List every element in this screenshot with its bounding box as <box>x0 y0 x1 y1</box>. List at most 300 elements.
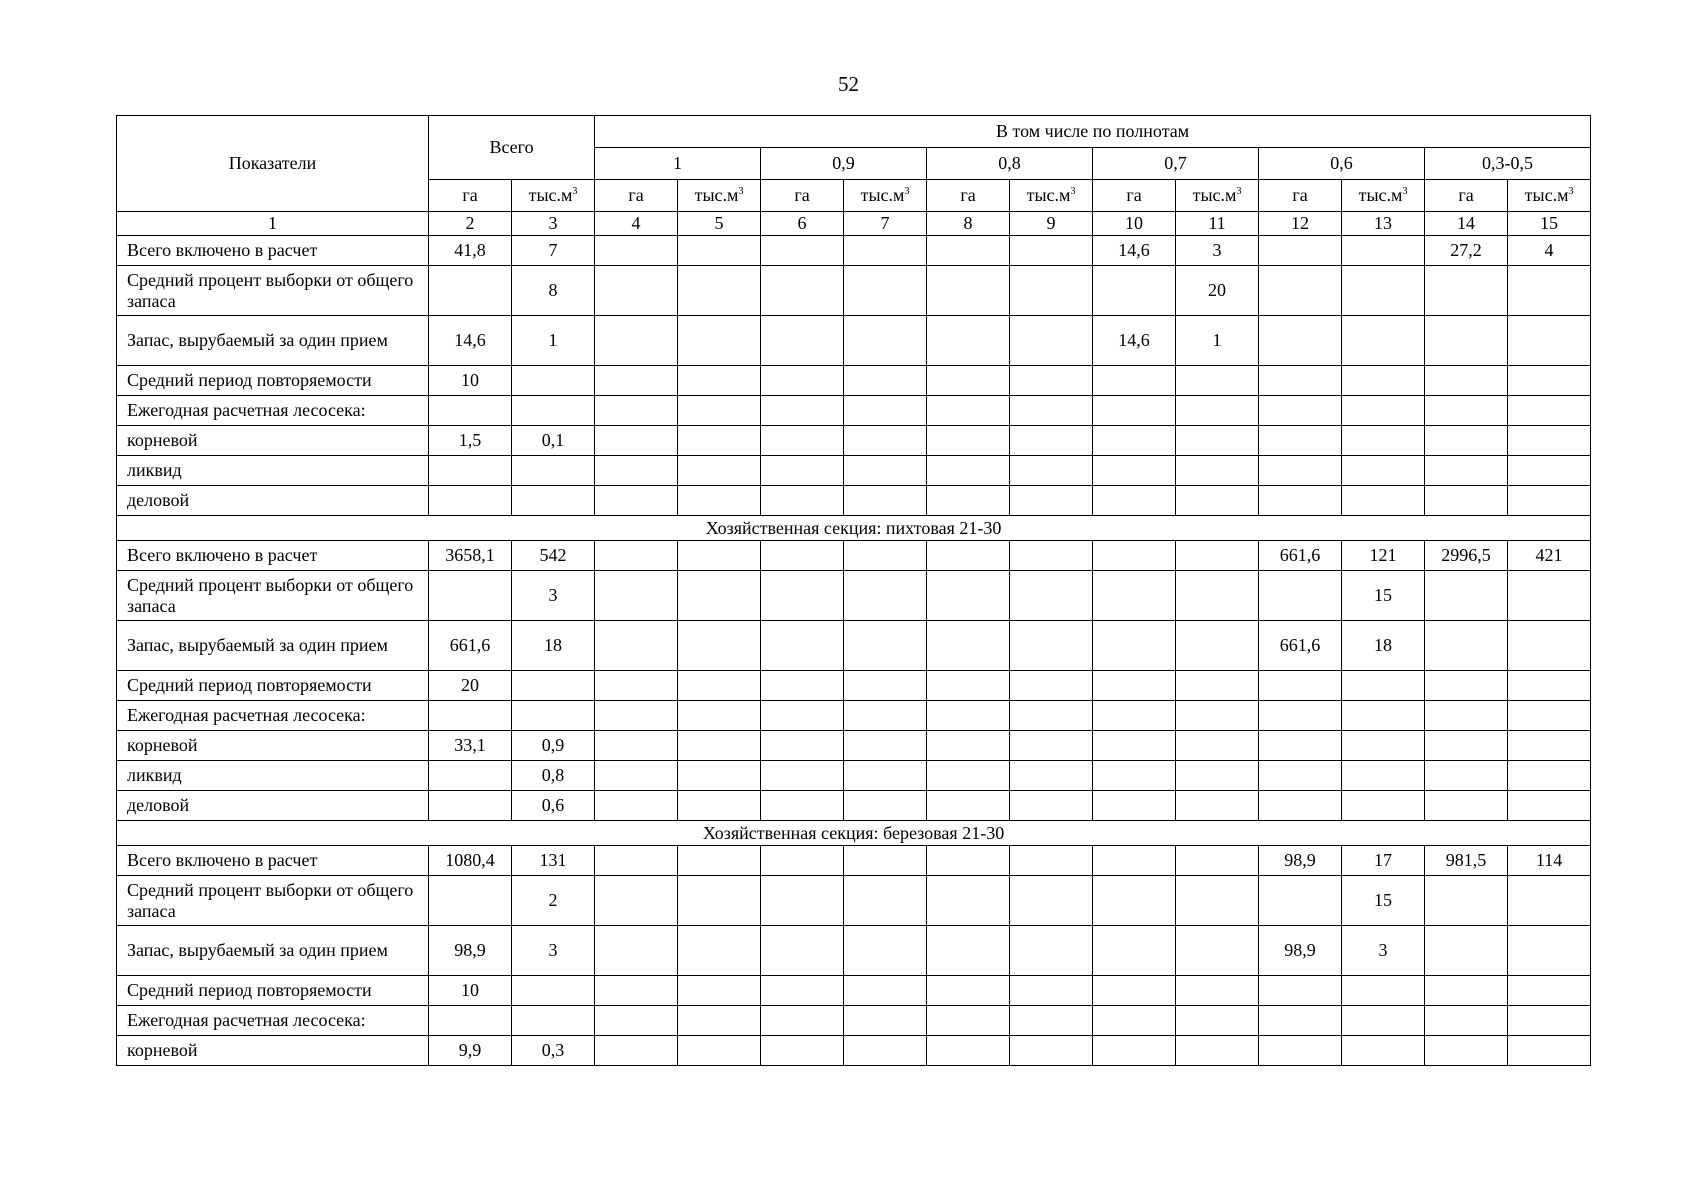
table-cell <box>844 926 927 976</box>
table-cell <box>1093 541 1176 571</box>
table-row <box>117 701 1591 731</box>
unit-volume-exponent: 3 <box>1402 186 1408 198</box>
table-cell <box>1342 316 1425 366</box>
table-cell <box>1425 976 1508 1006</box>
column-number: 14 <box>1425 212 1508 236</box>
table-cell <box>595 266 678 316</box>
table-cell <box>927 266 1010 316</box>
table-cell <box>844 621 927 671</box>
table-cell <box>1342 236 1425 266</box>
table-cell <box>1093 1006 1176 1036</box>
table-cell <box>429 486 512 516</box>
table-cell <box>844 316 927 366</box>
table-cell <box>1010 846 1093 876</box>
column-number: 1 <box>117 212 429 236</box>
table-cell <box>1508 456 1591 486</box>
table-cell <box>1342 396 1425 426</box>
table-cell <box>1259 396 1342 426</box>
table-cell <box>512 366 595 396</box>
table-cell <box>761 426 844 456</box>
unit-volume-text: тыс.м <box>528 185 573 206</box>
unit-ha: га <box>595 180 678 212</box>
unit-volume <box>844 180 927 212</box>
table-cell <box>1093 761 1176 791</box>
table-cell <box>1508 701 1591 731</box>
table-cell <box>678 456 761 486</box>
table-cell <box>1176 976 1259 1006</box>
table-cell <box>429 876 512 926</box>
table-cell <box>1010 366 1093 396</box>
table-cell <box>1342 266 1425 316</box>
table-cell: 20 <box>429 671 512 701</box>
table-cell <box>1259 876 1342 926</box>
table-cell: 14,6 <box>1093 316 1176 366</box>
header-total: Всего <box>429 116 595 180</box>
table-cell <box>1093 366 1176 396</box>
table-cell <box>761 456 844 486</box>
table-cell <box>1425 316 1508 366</box>
table-cell: 98,9 <box>1259 926 1342 976</box>
table-cell <box>761 876 844 926</box>
table-cell <box>1093 671 1176 701</box>
section-title: Хозяйственная секция: пихтовая 21-30 <box>117 516 1591 541</box>
table-cell <box>595 926 678 976</box>
table-cell <box>678 541 761 571</box>
table-cell: 421 <box>1508 541 1591 571</box>
table-cell: 981,5 <box>1425 846 1508 876</box>
table-cell <box>761 926 844 976</box>
table-row <box>117 366 1591 396</box>
table-cell <box>927 731 1010 761</box>
table-cell <box>1342 761 1425 791</box>
table-cell <box>1259 671 1342 701</box>
table-cell <box>761 541 844 571</box>
table-cell <box>678 236 761 266</box>
table-cell <box>1093 876 1176 926</box>
table-cell <box>1093 621 1176 671</box>
forest-calculation-table <box>116 115 1591 1066</box>
table-cell <box>844 571 927 621</box>
table-cell <box>1259 236 1342 266</box>
table-row <box>117 671 1591 701</box>
table-cell <box>1508 1006 1591 1036</box>
unit-ha: га <box>429 180 512 212</box>
table-cell <box>1093 571 1176 621</box>
table-cell <box>1425 266 1508 316</box>
table-cell <box>1010 541 1093 571</box>
row-label: Средний процент выборки от общего запаса <box>117 571 429 621</box>
table-cell <box>844 976 927 1006</box>
table-cell: 4 <box>1508 236 1591 266</box>
table-cell <box>1010 236 1093 266</box>
table-cell <box>927 671 1010 701</box>
table-cell <box>678 926 761 976</box>
table-cell <box>1259 761 1342 791</box>
table-cell <box>1425 671 1508 701</box>
table-cell <box>1010 316 1093 366</box>
table-cell <box>595 316 678 366</box>
table-cell <box>1176 396 1259 426</box>
row-label: Всего включено в расчет <box>117 236 429 266</box>
table-cell <box>1176 426 1259 456</box>
table-cell: 0,8 <box>512 761 595 791</box>
table-cell <box>1508 926 1591 976</box>
table-cell: 18 <box>1342 621 1425 671</box>
row-label: Запас, вырубаемый за один прием <box>117 926 429 976</box>
table-cell <box>1093 731 1176 761</box>
table-cell: 17 <box>1342 846 1425 876</box>
table-cell <box>1508 671 1591 701</box>
table-row <box>117 486 1591 516</box>
row-label: Всего включено в расчет <box>117 846 429 876</box>
unit-ha: га <box>1093 180 1176 212</box>
table-cell <box>1508 976 1591 1006</box>
table-cell <box>1093 1036 1176 1066</box>
table-cell <box>927 976 1010 1006</box>
table-cell: 14,6 <box>429 316 512 366</box>
table-cell <box>595 1036 678 1066</box>
table-cell: 661,6 <box>1259 541 1342 571</box>
table-cell: 1,5 <box>429 426 512 456</box>
table-cell <box>595 731 678 761</box>
column-numbers-row <box>117 212 1591 236</box>
table-cell <box>595 791 678 821</box>
table-cell <box>844 456 927 486</box>
table-cell <box>1508 876 1591 926</box>
table-cell: 0,6 <box>512 791 595 821</box>
unit-ha: га <box>1259 180 1342 212</box>
table-row <box>117 571 1591 621</box>
table-cell <box>844 236 927 266</box>
unit-volume-exponent: 3 <box>904 186 910 198</box>
table-cell <box>1093 456 1176 486</box>
table-cell <box>595 1006 678 1036</box>
table-cell <box>1425 366 1508 396</box>
table-cell <box>429 1006 512 1036</box>
table-cell <box>761 731 844 761</box>
table-cell <box>678 761 761 791</box>
unit-volume <box>1176 180 1259 212</box>
table-cell <box>678 671 761 701</box>
table-cell: 20 <box>1176 266 1259 316</box>
table-cell <box>844 266 927 316</box>
row-label: ликвид <box>117 761 429 791</box>
table-cell <box>1093 426 1176 456</box>
row-label: Средний период повторяемости <box>117 976 429 1006</box>
table-cell <box>1425 621 1508 671</box>
table-cell <box>927 621 1010 671</box>
table-cell <box>927 571 1010 621</box>
header-density: 0,3-0,5 <box>1425 148 1591 180</box>
table-cell <box>1342 976 1425 1006</box>
table-cell <box>761 1006 844 1036</box>
table-cell: 8 <box>512 266 595 316</box>
table-cell <box>1093 926 1176 976</box>
column-number: 9 <box>1010 212 1093 236</box>
table-cell <box>844 486 927 516</box>
table-cell: 14,6 <box>1093 236 1176 266</box>
table-cell <box>761 1036 844 1066</box>
table-cell <box>1176 701 1259 731</box>
table-cell <box>844 426 927 456</box>
table-cell <box>1425 1006 1508 1036</box>
table-cell <box>761 701 844 731</box>
table-cell <box>678 876 761 926</box>
table-cell: 1080,4 <box>429 846 512 876</box>
column-number: 12 <box>1259 212 1342 236</box>
table-cell <box>1342 456 1425 486</box>
column-number: 13 <box>1342 212 1425 236</box>
unit-volume-exponent: 3 <box>1568 186 1574 198</box>
table-cell <box>678 621 761 671</box>
unit-volume <box>678 180 761 212</box>
header-by-density: В том числе по полнотам <box>595 116 1591 148</box>
table-cell <box>761 366 844 396</box>
table-cell <box>512 396 595 426</box>
row-label: деловой <box>117 486 429 516</box>
table-cell: 542 <box>512 541 595 571</box>
table-cell <box>1176 456 1259 486</box>
row-label: Ежегодная расчетная лесосека: <box>117 396 429 426</box>
table-cell: 2 <box>512 876 595 926</box>
table-cell <box>1259 571 1342 621</box>
table-cell <box>1508 366 1591 396</box>
table-cell <box>927 396 1010 426</box>
table-cell <box>1508 426 1591 456</box>
table-cell <box>927 316 1010 366</box>
table-cell <box>1010 1006 1093 1036</box>
row-label: Средний период повторяемости <box>117 671 429 701</box>
table-cell <box>595 571 678 621</box>
table-cell <box>1259 701 1342 731</box>
table-cell: 3658,1 <box>429 541 512 571</box>
table-cell <box>1176 486 1259 516</box>
table-cell <box>1176 541 1259 571</box>
table-cell: 3 <box>512 571 595 621</box>
table-cell <box>595 846 678 876</box>
row-label: Запас, вырубаемый за один прием <box>117 316 429 366</box>
table-cell <box>1259 426 1342 456</box>
table-cell <box>678 701 761 731</box>
unit-volume-exponent: 3 <box>1070 186 1076 198</box>
table-cell <box>429 456 512 486</box>
column-number: 6 <box>761 212 844 236</box>
table-cell <box>1176 926 1259 976</box>
header-density: 0,9 <box>761 148 927 180</box>
table-cell <box>678 1036 761 1066</box>
table-cell <box>678 976 761 1006</box>
table-cell <box>1508 761 1591 791</box>
table-cell <box>844 1006 927 1036</box>
column-number: 5 <box>678 212 761 236</box>
table-cell <box>595 236 678 266</box>
section-header-row <box>117 821 1591 846</box>
table-cell: 114 <box>1508 846 1591 876</box>
table-cell <box>1425 701 1508 731</box>
header-density: 0,6 <box>1259 148 1425 180</box>
table-cell <box>1010 396 1093 426</box>
table-cell <box>1342 1036 1425 1066</box>
table-cell <box>678 396 761 426</box>
table-cell <box>1342 731 1425 761</box>
table-cell <box>1010 571 1093 621</box>
table-cell: 0,1 <box>512 426 595 456</box>
table-cell <box>595 366 678 396</box>
column-number: 3 <box>512 212 595 236</box>
table-row <box>117 236 1591 266</box>
table-cell: 2996,5 <box>1425 541 1508 571</box>
table-cell <box>678 1006 761 1036</box>
unit-volume <box>1342 180 1425 212</box>
table-cell <box>512 671 595 701</box>
table-cell <box>1093 846 1176 876</box>
table-row <box>117 541 1591 571</box>
table-cell <box>595 486 678 516</box>
row-label: деловой <box>117 791 429 821</box>
unit-volume-exponent: 3 <box>1236 186 1242 198</box>
table-cell <box>595 976 678 1006</box>
table-cell <box>1010 976 1093 1006</box>
table-row <box>117 456 1591 486</box>
table-cell <box>1010 621 1093 671</box>
unit-volume-text: тыс.м <box>694 185 739 206</box>
table-cell <box>844 366 927 396</box>
table-cell: 1 <box>1176 316 1259 366</box>
table-cell <box>1176 366 1259 396</box>
table-cell <box>1010 456 1093 486</box>
table-cell <box>927 701 1010 731</box>
table-cell <box>1508 316 1591 366</box>
table-cell <box>1093 486 1176 516</box>
table-cell <box>844 761 927 791</box>
table-cell <box>678 366 761 396</box>
table-cell <box>595 621 678 671</box>
row-label: Средний процент выборки от общего запаса <box>117 266 429 316</box>
table-cell <box>1010 426 1093 456</box>
table-cell: 0,9 <box>512 731 595 761</box>
column-number: 8 <box>927 212 1010 236</box>
table-cell <box>927 486 1010 516</box>
table-row <box>117 876 1591 926</box>
table-cell <box>1176 876 1259 926</box>
table-cell <box>1259 456 1342 486</box>
table-cell <box>512 701 595 731</box>
table-cell <box>1093 396 1176 426</box>
table-row <box>117 976 1591 1006</box>
unit-volume-text: тыс.м <box>1358 185 1403 206</box>
table-cell <box>1176 671 1259 701</box>
row-label: ликвид <box>117 456 429 486</box>
column-number: 4 <box>595 212 678 236</box>
table-cell <box>678 316 761 366</box>
header-density: 0,7 <box>1093 148 1259 180</box>
table-row <box>117 266 1591 316</box>
table-cell <box>429 396 512 426</box>
section-header-row <box>117 516 1591 541</box>
table-cell <box>1010 926 1093 976</box>
table-cell <box>1259 316 1342 366</box>
table-cell <box>927 846 1010 876</box>
table-cell <box>927 456 1010 486</box>
table-cell <box>1010 791 1093 821</box>
table-cell <box>595 701 678 731</box>
header-density: 0,8 <box>927 148 1093 180</box>
table-cell <box>761 846 844 876</box>
table-cell <box>844 876 927 926</box>
table-cell: 3 <box>1176 236 1259 266</box>
table-cell: 7 <box>512 236 595 266</box>
table-cell <box>1259 791 1342 821</box>
table-cell <box>927 1036 1010 1066</box>
table-cell <box>512 486 595 516</box>
table-cell <box>678 486 761 516</box>
table-cell <box>678 731 761 761</box>
table-cell <box>429 761 512 791</box>
unit-volume-exponent: 3 <box>738 186 744 198</box>
table-cell <box>1342 1006 1425 1036</box>
table-cell <box>927 791 1010 821</box>
table-cell <box>1342 701 1425 731</box>
table-cell <box>844 671 927 701</box>
unit-volume-text: тыс.м <box>860 185 905 206</box>
table-cell <box>844 701 927 731</box>
table-cell <box>678 846 761 876</box>
row-label: Запас, вырубаемый за один прием <box>117 621 429 671</box>
table-cell: 98,9 <box>429 926 512 976</box>
table-cell <box>1010 731 1093 761</box>
table-cell <box>595 761 678 791</box>
table-cell <box>595 876 678 926</box>
table-cell <box>1259 366 1342 396</box>
table-row <box>117 1036 1591 1066</box>
table-cell <box>512 976 595 1006</box>
unit-volume-text: тыс.м <box>1026 185 1071 206</box>
unit-volume-text: тыс.м <box>1192 185 1237 206</box>
table-cell <box>595 671 678 701</box>
table-cell: 0,3 <box>512 1036 595 1066</box>
table-cell <box>761 621 844 671</box>
table-cell <box>1176 761 1259 791</box>
table-cell <box>1508 396 1591 426</box>
table-row <box>117 426 1591 456</box>
table-cell <box>844 731 927 761</box>
table-row <box>117 621 1591 671</box>
table-cell <box>1425 571 1508 621</box>
unit-volume-text: тыс.м <box>1524 185 1569 206</box>
table-body <box>117 236 1591 1066</box>
table-cell <box>512 1006 595 1036</box>
table-cell <box>927 366 1010 396</box>
table-cell: 98,9 <box>1259 846 1342 876</box>
table-cell: 661,6 <box>1259 621 1342 671</box>
table-cell: 10 <box>429 976 512 1006</box>
table-cell <box>761 316 844 366</box>
table-cell: 661,6 <box>429 621 512 671</box>
table-cell <box>1425 791 1508 821</box>
header-indicators: Показатели <box>117 116 429 212</box>
table-row <box>117 846 1591 876</box>
table-cell <box>1010 1036 1093 1066</box>
table-cell <box>761 976 844 1006</box>
table-cell: 41,8 <box>429 236 512 266</box>
table-cell <box>1259 1036 1342 1066</box>
table-cell <box>1010 701 1093 731</box>
table-cell <box>927 426 1010 456</box>
table-cell <box>1425 396 1508 426</box>
table-cell <box>1259 1006 1342 1036</box>
table-cell <box>1425 876 1508 926</box>
row-label: корневой <box>117 731 429 761</box>
